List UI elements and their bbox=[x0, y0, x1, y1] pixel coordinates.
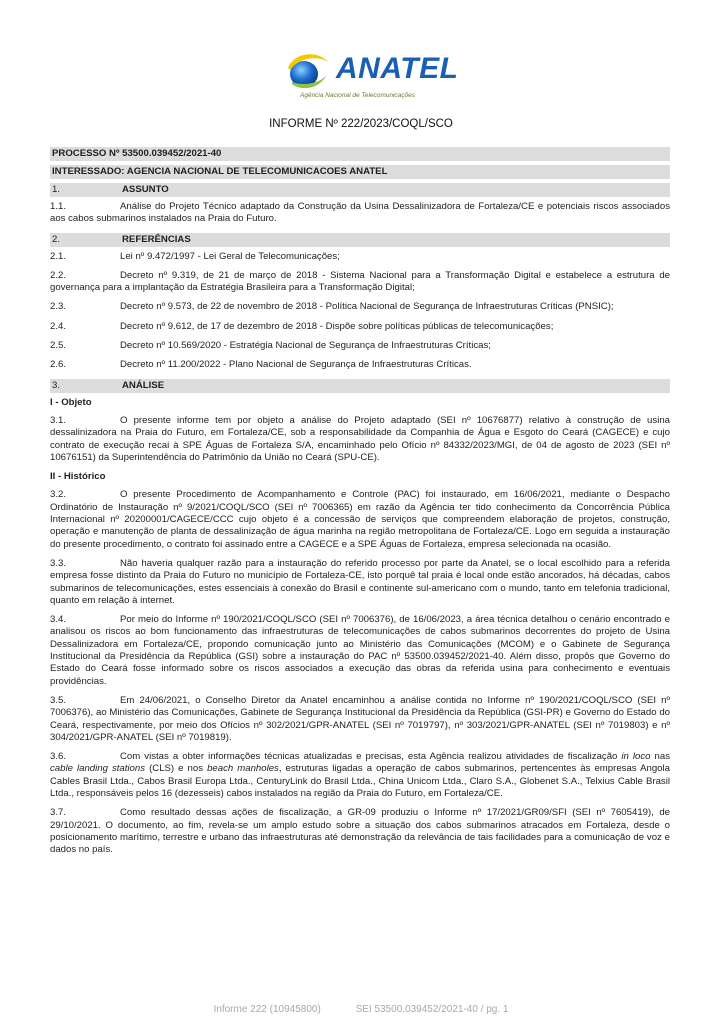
paragraph-text: Por meio do Informe nº 190/2021/COQL/SCO (SEI nº 7006376), de 16/06/2023, a área técnica detalhou o cenário encontrado e analisou os riscos ao bom funcionamento das infraestruturas de telecomunicações de cabos submarinos decorrentes do projeto de Usina Dessalinizadora em Fortaleza/CE, propondo comunicação junto ao Ministério das Comunicações (MCOM) e o Gabinete de Segurança Institucional da Presidência da República (GSI) sobre a instauração do PAC nº 53500.039452/2021-40. Além disso, propôs que Governo do Estado do Ceará fosse informado sobre os riscos associados a execução das obras da referida usina para conhecimento e eventuais providências. bbox=[50, 614, 670, 687]
interessado-bar: INTERESSADO: AGENCIA NACIONAL DE TELECOMUNICACOES ANATEL bbox=[50, 165, 670, 179]
section-title: ANÁLISE bbox=[122, 379, 165, 391]
paragraph bbox=[50, 558, 670, 607]
section-number: 3. bbox=[52, 379, 61, 391]
section-title: ASSUNTO bbox=[122, 184, 169, 195]
paragraph bbox=[50, 301, 670, 313]
footer-page-info: SEI 53500.039452/2021-40 / pg. 1 bbox=[355, 1004, 509, 1015]
paragraph-text: , estruturas ligadas a operação de cabos submarinos, pertencentes às empresas Angola Cables Brasil Ltda., Cabos Brasil Europa Ltda., CenturyLink do Brasil Ltda., China Unicom Ltda., Claro S.A., Globenet S.A., Telxius Cable Brasil Ltda., responsáveis pelos 16 (dezesseis) cabos instalados na região da Praia do Futuro, em Fortaleza/CE. bbox=[50, 763, 670, 799]
paragraph-number: 3.6. bbox=[50, 751, 67, 763]
section-header-referencias bbox=[50, 233, 670, 247]
paragraph-number: 2.5. bbox=[50, 340, 67, 352]
paragraph-number: 3.3. bbox=[50, 557, 67, 569]
document-body bbox=[50, 147, 670, 863]
paragraph-number: 3.4. bbox=[50, 614, 67, 626]
paragraph bbox=[50, 251, 670, 263]
paragraph-text: O presente informe tem por objeto a análise do Projeto adaptado (SEI nº 10676877) relativo à construção de usina dessalinizadora na Praia do Futuro, em Fortaleza/CE, sob a responsabilidade da Companhia de Água e Esgoto do Ceará (CAGECE) e cujo contrato de execução recai à SPE Águas de Fortaleza S/A, encaminhado pelo Ofício nº 84332/2023/MGI, de 04 de agosto de 2023 (SEI nº 10676151) da Superintendência do Patrimônio da União no Ceará (SPU-CE). bbox=[50, 414, 670, 463]
section-number: 1. bbox=[52, 184, 61, 195]
paragraph bbox=[50, 270, 670, 295]
paragraph-number: 2.1. bbox=[50, 250, 67, 262]
paragraph-number: 2.6. bbox=[50, 359, 67, 371]
paragraph-text: Como resultado dessas ações de fiscalização, a GR-09 produziu o Informe nº 17/2021/GR09/SFI (SEI nº 7605419), de 29/10/2021. O documento, ao fim, revela-se um amplo estudo sobre a situação dos cabos submarinos atracados em Fortaleza, desde o posicionamento marítimo, terrestre e urbano das infraestruturas até demonstração da relevância de tais facilidades para a comunicação de voz e dados no país. bbox=[50, 807, 670, 856]
paragraph-text: (CLS) e nos bbox=[145, 763, 208, 775]
paragraph-number: 3.5. bbox=[50, 694, 67, 706]
paragraph bbox=[50, 751, 670, 800]
paragraph-text: Decreto nº 9.573, de 22 de novembro de 2018 - Política Nacional de Segurança de Infraestruturas Críticas (PNSIC); bbox=[120, 301, 614, 313]
processo-bar: PROCESSO Nº 53500.039452/2021-40 bbox=[50, 147, 670, 161]
paragraph-number: 2.4. bbox=[50, 320, 67, 332]
paragraph bbox=[50, 201, 670, 226]
italic-text: in loco bbox=[621, 751, 651, 763]
paragraph bbox=[50, 489, 670, 550]
paragraph-text: Decreto nº 11.200/2022 - Plano Nacional de Segurança de Infraestruturas Críticas. bbox=[120, 359, 472, 371]
paragraph-text: O presente Procedimento de Acompanhamento e Controle (PAC) foi instaurado, em 16/06/2021, mediante o Despacho Ordinatório de Instauração nº 9/2021/COQL/SCO (SEI nº 7006365) em razão da Agência ter tido conhecimento da Concorrência Pública Internacional nº 20200001/CAGECE/CCC cujo objeto é a concessão de serviços que compreendem elaboração de projetos, construção, operação e manutenção de planta de dessalinização de água marinha na região metropolitana de Fortaleza/CE. Logo em seguida a instauração do presente procedimento, o contrato foi assinado entre a CAGECE e a SPE Águas de Fortaleza, empresa selecionada na ocasião. bbox=[50, 489, 670, 550]
paragraph-number: 3.1. bbox=[50, 414, 67, 426]
paragraph bbox=[50, 359, 670, 371]
paragraph-text: nas bbox=[650, 751, 670, 763]
paragraph-number: 3.7. bbox=[50, 807, 67, 819]
page-footer bbox=[0, 1004, 722, 1015]
footer-document-id: Informe 222 (10945800) bbox=[213, 1004, 321, 1015]
paragraph-text: Análise do Projeto Técnico adaptado da Construção da Usina Dessalinizadora de Fortaleza/CE e potenciais riscos associados aos cabos submarinos instalados na Praia do Futuro. bbox=[50, 201, 670, 225]
subheading-objeto: I - Objeto bbox=[50, 396, 92, 408]
section-number: 2. bbox=[52, 233, 61, 245]
subheading-historico: II - Histórico bbox=[50, 471, 106, 483]
paragraph bbox=[50, 807, 670, 856]
paragraph-number: 2.3. bbox=[50, 301, 67, 313]
logo-subtitle: Agência Nacional de Telecomunicações bbox=[300, 92, 416, 99]
section-header-analise bbox=[50, 379, 670, 393]
paragraph-number: 3.2. bbox=[50, 489, 67, 501]
paragraph-text: Decreto nº 10.569/2020 - Estratégia Nacional de Segurança de Infraestruturas Críticas; bbox=[120, 340, 491, 352]
paragraph bbox=[50, 695, 670, 744]
section-header-assunto bbox=[50, 183, 670, 197]
paragraph-text: Com vistas a obter informações técnicas atualizadas e precisas, esta Agência realizou atividades de fiscalização bbox=[120, 751, 622, 763]
paragraph-text: Em 24/06/2021, o Conselho Diretor da Anatel encaminhou a análise contida no Informe nº 190/2021/COQL/SCO (SEI nº 7006376), ao Ministério das Comunicações, Gabinete de Segurança Institucional da Presidência da República (GSI-PR) e Governo do Estado do Ceará, respectivamente, por meio dos Ofícios nº 302/2021/GPR-ANATEL (SEI nº 7019797), nº 303/2021/GPR-ANATEL (SEI nº 7019803) e nº 304/2021/GPR-ANATEL (SEI nº 7019819). bbox=[50, 694, 670, 743]
logo-text: ANATEL bbox=[336, 52, 459, 85]
paragraph-number: 2.2. bbox=[50, 269, 67, 281]
paragraph bbox=[50, 321, 670, 333]
paragraph-text: Lei nº 9.472/1997 - Lei Geral de Telecomunicações; bbox=[120, 250, 340, 262]
paragraph-text: Decreto nº 9.612, de 17 de dezembro de 2018 - Dispõe sobre políticas públicas de telecomunicações; bbox=[120, 320, 554, 332]
paragraph bbox=[50, 415, 670, 464]
italic-text: cable landing stations bbox=[50, 763, 146, 775]
paragraph bbox=[50, 614, 670, 688]
paragraph-text: Decreto nº 9.319, de 21 de março de 2018 - Sistema Nacional para a Transformação Digital e estabelece a estrutura de governança para a implantação da Estratégia Brasileira para a Transformação Digital; bbox=[50, 269, 670, 294]
paragraph-number: 1.1. bbox=[50, 201, 67, 212]
informe-title: INFORME Nº 222/2023/COQL/SCO bbox=[269, 118, 453, 130]
italic-text: beach manholes bbox=[207, 763, 279, 775]
section-title: REFERÊNCIAS bbox=[122, 233, 191, 245]
paragraph bbox=[50, 340, 670, 352]
paragraph-text: Não haveria qualquer razão para a instauração do referido processo por parte da Anatel, se o local escolhido para a referida empresa fosse distinto da Praia do Futuro no município de Fortaleza-CE, isto porquê tal praia é local onde estão ancorados, há décadas, cabos submarinos de telecomunicações, estes essenciais à conexão do Brasil e continente sul-americano com o mundo, tanto em telefonia tradicional, quanto em relação à internet. bbox=[50, 557, 670, 606]
